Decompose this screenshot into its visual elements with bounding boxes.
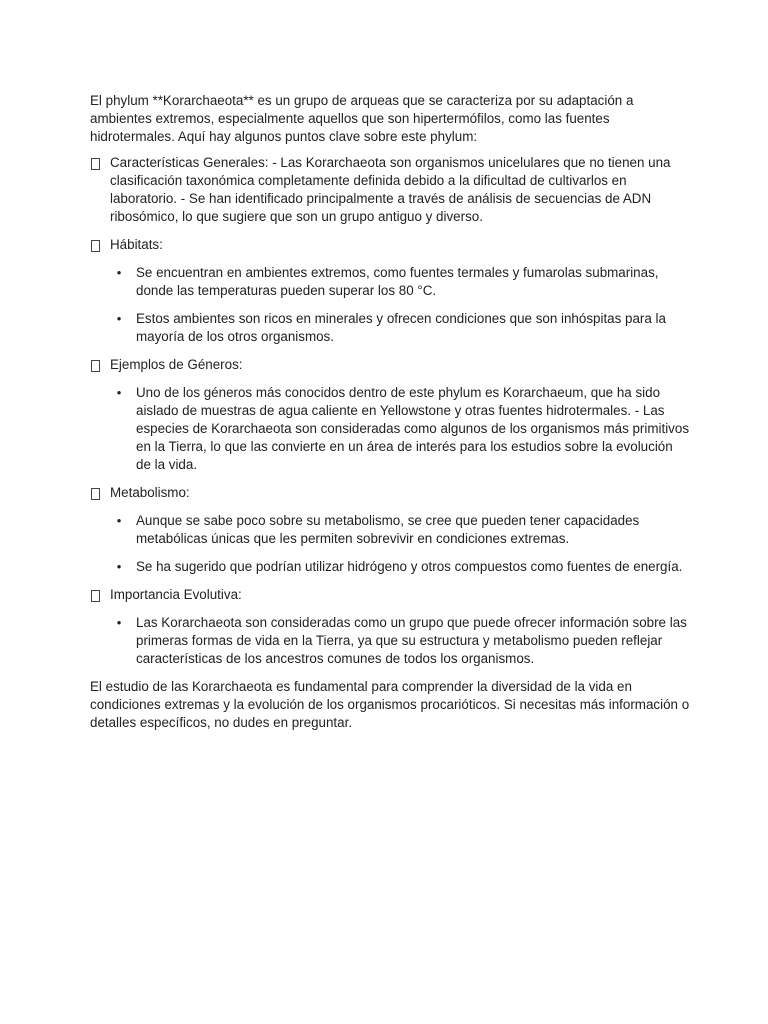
- checkbox-icon: [91, 240, 100, 252]
- checkbox-icon: [91, 158, 100, 170]
- metabolismo-heading: Metabolismo:: [110, 485, 190, 500]
- bullet-icon: •: [116, 311, 122, 326]
- ejemplos-list: [90, 384, 690, 474]
- bullet-icon: •: [116, 385, 122, 400]
- list-item: [90, 384, 690, 474]
- metabolismo-list: [90, 512, 690, 576]
- list-item: [90, 614, 690, 668]
- section-importancia-heading: [90, 586, 690, 604]
- habitats-heading: Hábitats:: [110, 237, 163, 252]
- caracteristicas-text: Características Generales: - Las Korarchaeota son organismos unicelulares que no tienen una clasificación taxonómica completamente definida debido a la dificultad de cultivarlos en laboratorio. - Se han identificado principalmente a través de análisis de secuencias de ADN ribosómico, lo que sugiere que son un grupo antiguo y diverso.: [110, 155, 671, 224]
- document-page: [90, 92, 690, 740]
- section-habitats-heading: [90, 236, 690, 254]
- list-item-text: Aunque se sabe poco sobre su metabolismo, se cree que pueden tener capacidades metabólicas únicas que les permiten sobrevivir en condiciones extremas.: [136, 513, 640, 546]
- checkbox-icon: [91, 488, 100, 500]
- ejemplos-heading: Ejemplos de Géneros:: [110, 357, 243, 372]
- list-item-text: Se ha sugerido que podrían utilizar hidrógeno y otros compuestos como fuentes de energía.: [136, 559, 683, 574]
- list-item-text: Se encuentran en ambientes extremos, como fuentes termales y fumarolas submarinas, donde las temperaturas pueden superar los 80 °C.: [136, 265, 659, 298]
- bullet-icon: •: [116, 559, 122, 574]
- section-caracteristicas: [90, 154, 690, 226]
- list-item-text: Uno de los géneros más conocidos dentro de este phylum es Korarchaeum, que ha sido aislado de muestras de agua caliente en Yellowstone y otras fuentes hidrotermales. - Las especies de Korarchaeota son consideradas como algunos de los organismos más primitivos en la Tierra, lo que las convierte en un área de interés para los estudios sobre la evolución de la vida.: [136, 385, 690, 472]
- conclusion-paragraph: El estudio de las Korarchaeota es fundamental para comprender la diversidad de la vida en condiciones extremas y la evolución de los organismos procarióticos. Si necesitas más información o detalles específicos, no dudes en preguntar.: [90, 679, 690, 730]
- habitats-list: [90, 264, 690, 346]
- bullet-icon: •: [116, 513, 122, 528]
- intro-paragraph: El phylum **Korarchaeota** es un grupo de arqueas que se caracteriza por su adaptación a ambientes extremos, especialmente aquellos que son hipertermófilos, como las fuentes hidrotermales. Aquí hay algunos puntos clave sobre este phylum:: [90, 93, 634, 144]
- list-item: [90, 558, 690, 576]
- list-item-text: Estos ambientes son ricos en minerales y ofrecen condiciones que son inhóspitas para la mayoría de los otros organismos.: [136, 311, 666, 344]
- list-item-text: Las Korarchaeota son consideradas como un grupo que puede ofrecer información sobre las primeras formas de vida en la Tierra, ya que su estructura y metabolismo pueden reflejar características de los ancestros comunes de todos los organismos.: [136, 615, 687, 666]
- list-item: [90, 264, 690, 300]
- list-item: [90, 512, 690, 548]
- section-metabolismo-heading: [90, 484, 690, 502]
- importancia-heading: Importancia Evolutiva:: [110, 587, 242, 602]
- bullet-icon: •: [116, 615, 122, 630]
- section-ejemplos-heading: [90, 356, 690, 374]
- checkbox-icon: [91, 360, 100, 372]
- list-item: [90, 310, 690, 346]
- bullet-icon: •: [116, 265, 122, 280]
- importancia-list: [90, 614, 690, 668]
- checkbox-icon: [91, 590, 100, 602]
